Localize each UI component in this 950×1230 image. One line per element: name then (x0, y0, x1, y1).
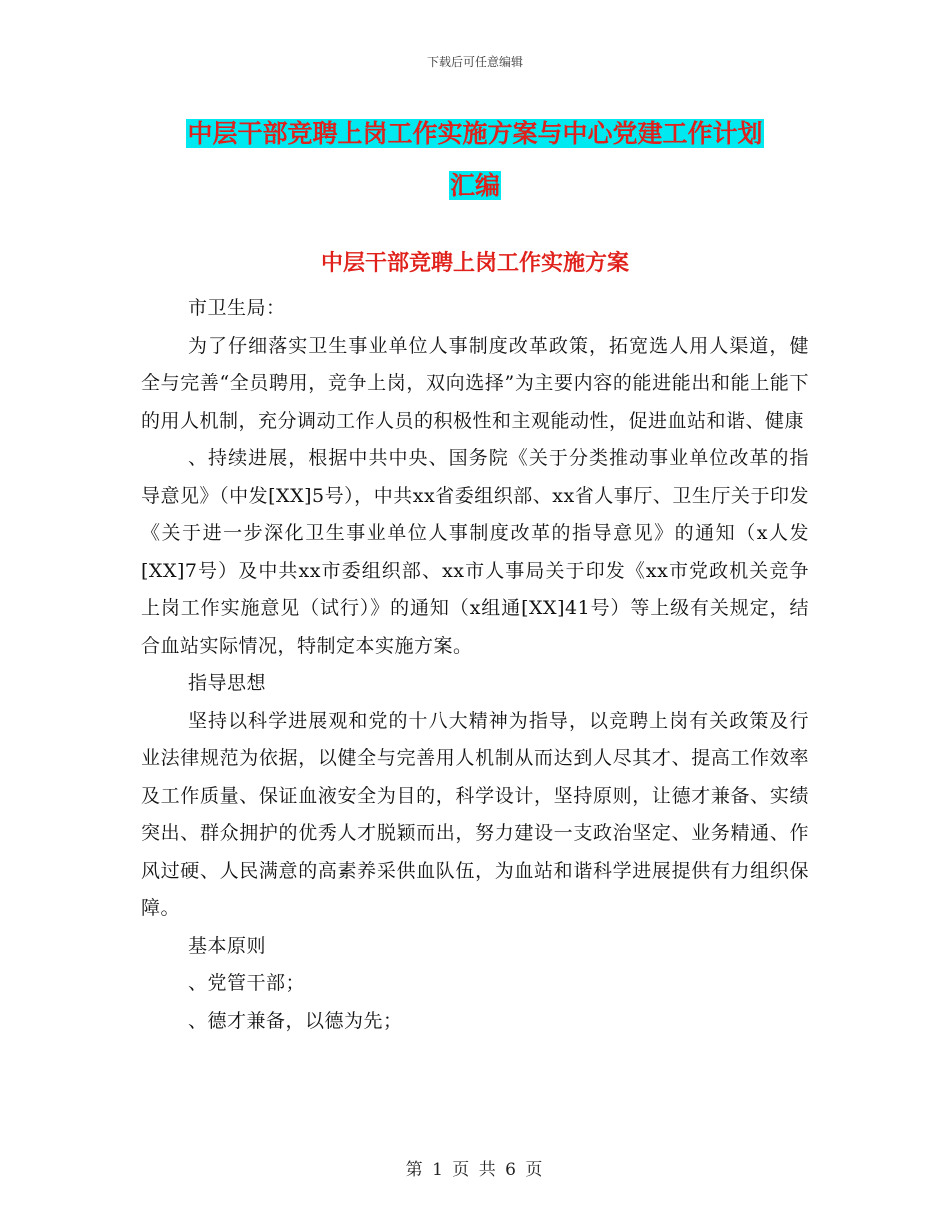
document-body (141, 290, 809, 1040)
paragraph-heading: 指导思想 (188, 672, 267, 694)
paragraph-addressee: 市卫生局： (188, 297, 286, 319)
document-title (0, 108, 950, 212)
paragraph: 为了仔细落实卫生事业单位人事制度改革政策，拓宽选人用人渠道，健全与完善“全员聘用，竞争上岗，双向选择”为主要内容的能进能出和能上能下的用人机制，充分调动工作人员的积极性和主观能动性，促进血站和谐、健康 (141, 334, 809, 432)
paragraph: 坚持以科学进展观和党的十八大精神为指导，以竞聘上岗有关政策及行业法律规范为依据，以健全与完善用人机制从而达到人尽其才、提高工作效率及工作质量、保证血液安全为目的，科学设计，坚持原则，让德才兼备、实绩突出、群众拥护的优秀人才脱颖而出，努力建设一支政治坚定、业务精通、作风过硬、人民满意的高素养采供血队伍，为血站和谐科学进展提供有力组织保障。 (141, 709, 809, 919)
paragraph: 、持续进展，根据中共中央、国务院《关于分类推动事业单位改革的指导意见》（中发[XX]5号），中共xx省委组织部、xx省人事厅、卫生厅关于印发《关于进一步深化卫生事业单位人事制度改革的指导意见》的通知（x人发[XX]7号）及中共xx市委组织部、xx市人事局关于印发《xx市党政机关竞争上岗工作实施意见（试行）》的通知（x组通[XX]41号）等上级有关规定，结合血站实际情况，特制定本实施方案。 (141, 447, 809, 657)
section-title: 中层干部竞聘上岗工作实施方案 (320, 251, 629, 276)
paragraph-heading: 基本原则 (188, 934, 267, 957)
header-note: 下载后可任意编辑 (426, 55, 523, 69)
list-item: 、德才兼备，以德为先； (188, 1009, 403, 1032)
document-title-line-2: 汇编 (449, 171, 500, 200)
list-item: 、党管干部； (188, 972, 306, 994)
page-footer: 第 1 页 共 6 页 (405, 1160, 545, 1180)
document-title-line-1: 中层干部竞聘上岗工作实施方案与中心党建工作计划 (187, 119, 763, 148)
